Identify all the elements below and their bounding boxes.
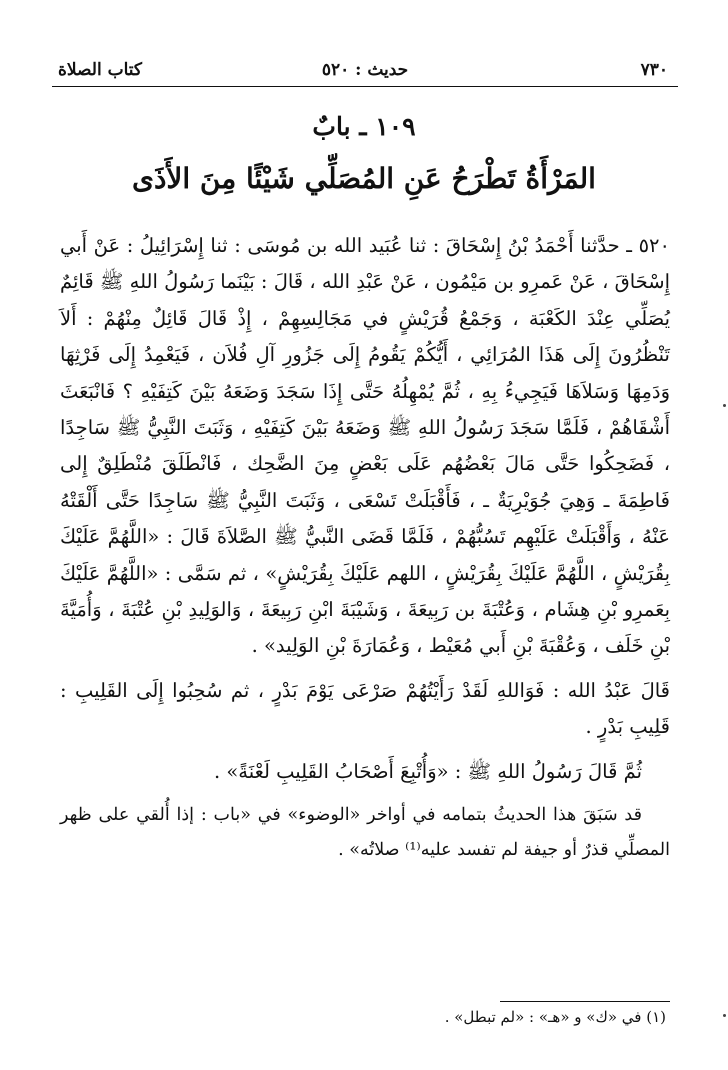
footnote: (١) في «ك» و «هـ» : «لم تبطل» . [444, 1008, 666, 1026]
footnote-divider [500, 1001, 670, 1002]
main-text [60, 228, 670, 868]
chapter-title: المَرْأَةُ تَطْرَحُ عَنِ المُصَلِّي شَيْئًا مِنَ الأَذَى [132, 162, 596, 195]
hadith-conclusion: ثُمَّ قَالَ رَسُولُ اللهِ ﷺ : «وَأُتْبِعَ أَصْحَابُ القَلِيبِ لَعْنَةً» . [213, 759, 642, 783]
scan-mark [723, 1014, 726, 1017]
hadith-text: ٥٢٠ ـ حدَّثنا أَحْمَدُ بْنُ إِسْحَاقَ : ثنا عُبَيد الله بن مُوسَى : ثنا إِسْرَائِيلُ : عَنْ أَبي إِسْحَاقَ ، عَنْ عَمرِو بن مَيْمُون ، عَنْ عَبْدِ الله ، قَالَ : بَيْنَما رَسُولُ اللهِ ﷺ قَائِمٌ يُصَلِّي عِنْدَ الكَعْبَة ، وَجَمْعُ قُرَيْشٍ في مَجَالِسِهِمْ ، إِذْ قَالَ قَائِلٌ مِنْهُمْ : أَلاَ تَنْظُرُونَ إِلَى هَذَا المُرَائِي ، أَيُّكُمْ يَقُومُ إِلَى جَزُورِ آلِ فُلاَن ، فَيَعْمِدُ إِلَى فَرْثِهَا وَدَمِهَا وَسَلاَهَا فَيَجِيءُ بِهِ ، ثُمَّ يُمْهِلُهُ حَتَّى إِذَا سَجَدَ وَضَعَهُ بَيْنَ كَتِفَيْهِ ؟ فَانْبَعَثَ أَشْقَاهُمْ ، فَلَمَّا سَجَدَ رَسُولُ اللهِ ﷺ وَضَعَهُ بَيْنَ كَتِفَيْهِ ، وَثَبَتَ النَّبِيُّ ﷺ سَاجِدًا ، فَضَحِكُوا حَتَّى مَالَ بَعْضُهُم عَلَى بَعْضٍ مِنَ الضَّحِك ، فَانْطَلَقَ مُنْطَلِقٌ إِلى فَاطِمَةَ ـ وَهِيَ جُوَيْرِيَةٌ ـ ، فَأَقْبَلَتْ تَسْعَى ، وَثَبَتَ النَّبِيُّ ﷺ سَاجِدًا حَتَّى أَلْقَتْهُ عَنْهُ ، وَأَقْبَلَتْ عَلَيْهِم تَسُبُّهُمْ ، فَلَمَّا قَضَى النَّبيُّ ﷺ الصَّلاَةَ قَالَ : «اللَّهُمَّ عَلَيْكَ بِقُرَيْشٍ ، اللَّهُمَّ عَلَيْكَ بِقُرَيْشٍ ، اللهم عَلَيْكَ بِقُرَيْشٍ» ، ثم سَمَّى : «اللَّهُمَّ عَلَيْكَ بِعَمرِو بْنِ هِشَام ، وَعُتْبَةَ بن رَبِيعَةَ ، وَشَيْبَةَ ابْنِ رَبِيعَةَ ، وَالوَلِيدِ بْنِ عُتْبَةَ ، وَأُمَيَّةَ بْنِ خَلَف ، وَعُقْبَةَ بْنِ أَبي مُعَيْط ، وَعُمَارَةَ بْنِ الوَلِيد» . [60, 234, 670, 658]
scan-mark [723, 404, 726, 407]
narrator-comment: قَالَ عَبْدُ الله : فَوَاللهِ لَقَدْ رَأَيْتُهُمْ صَرْعَى يَوْمَ بَدْرٍ ، ثم سُحِبُوا إِلَى القَلِيبِ : قَلِيبِ بَدْرٍ . [60, 678, 670, 739]
chapter-number: ١٠٩ ـ بابٌ [312, 112, 416, 141]
running-header [52, 52, 678, 87]
hadith-number: حديث : ٥٢٠ [321, 60, 409, 80]
book-title: كتاب الصلاة [58, 60, 143, 80]
page-number: ٧٣٠ [640, 60, 668, 80]
editor-note: قد سَبَقَ هذا الحديثُ بتمامه في أواخر «الوضوء» في «باب : إذا أُلقي على ظهر المصلِّي قذرٌ أو جيفة لم تفسد عليه⁽¹⁾ صلاتُه» . [60, 805, 670, 861]
